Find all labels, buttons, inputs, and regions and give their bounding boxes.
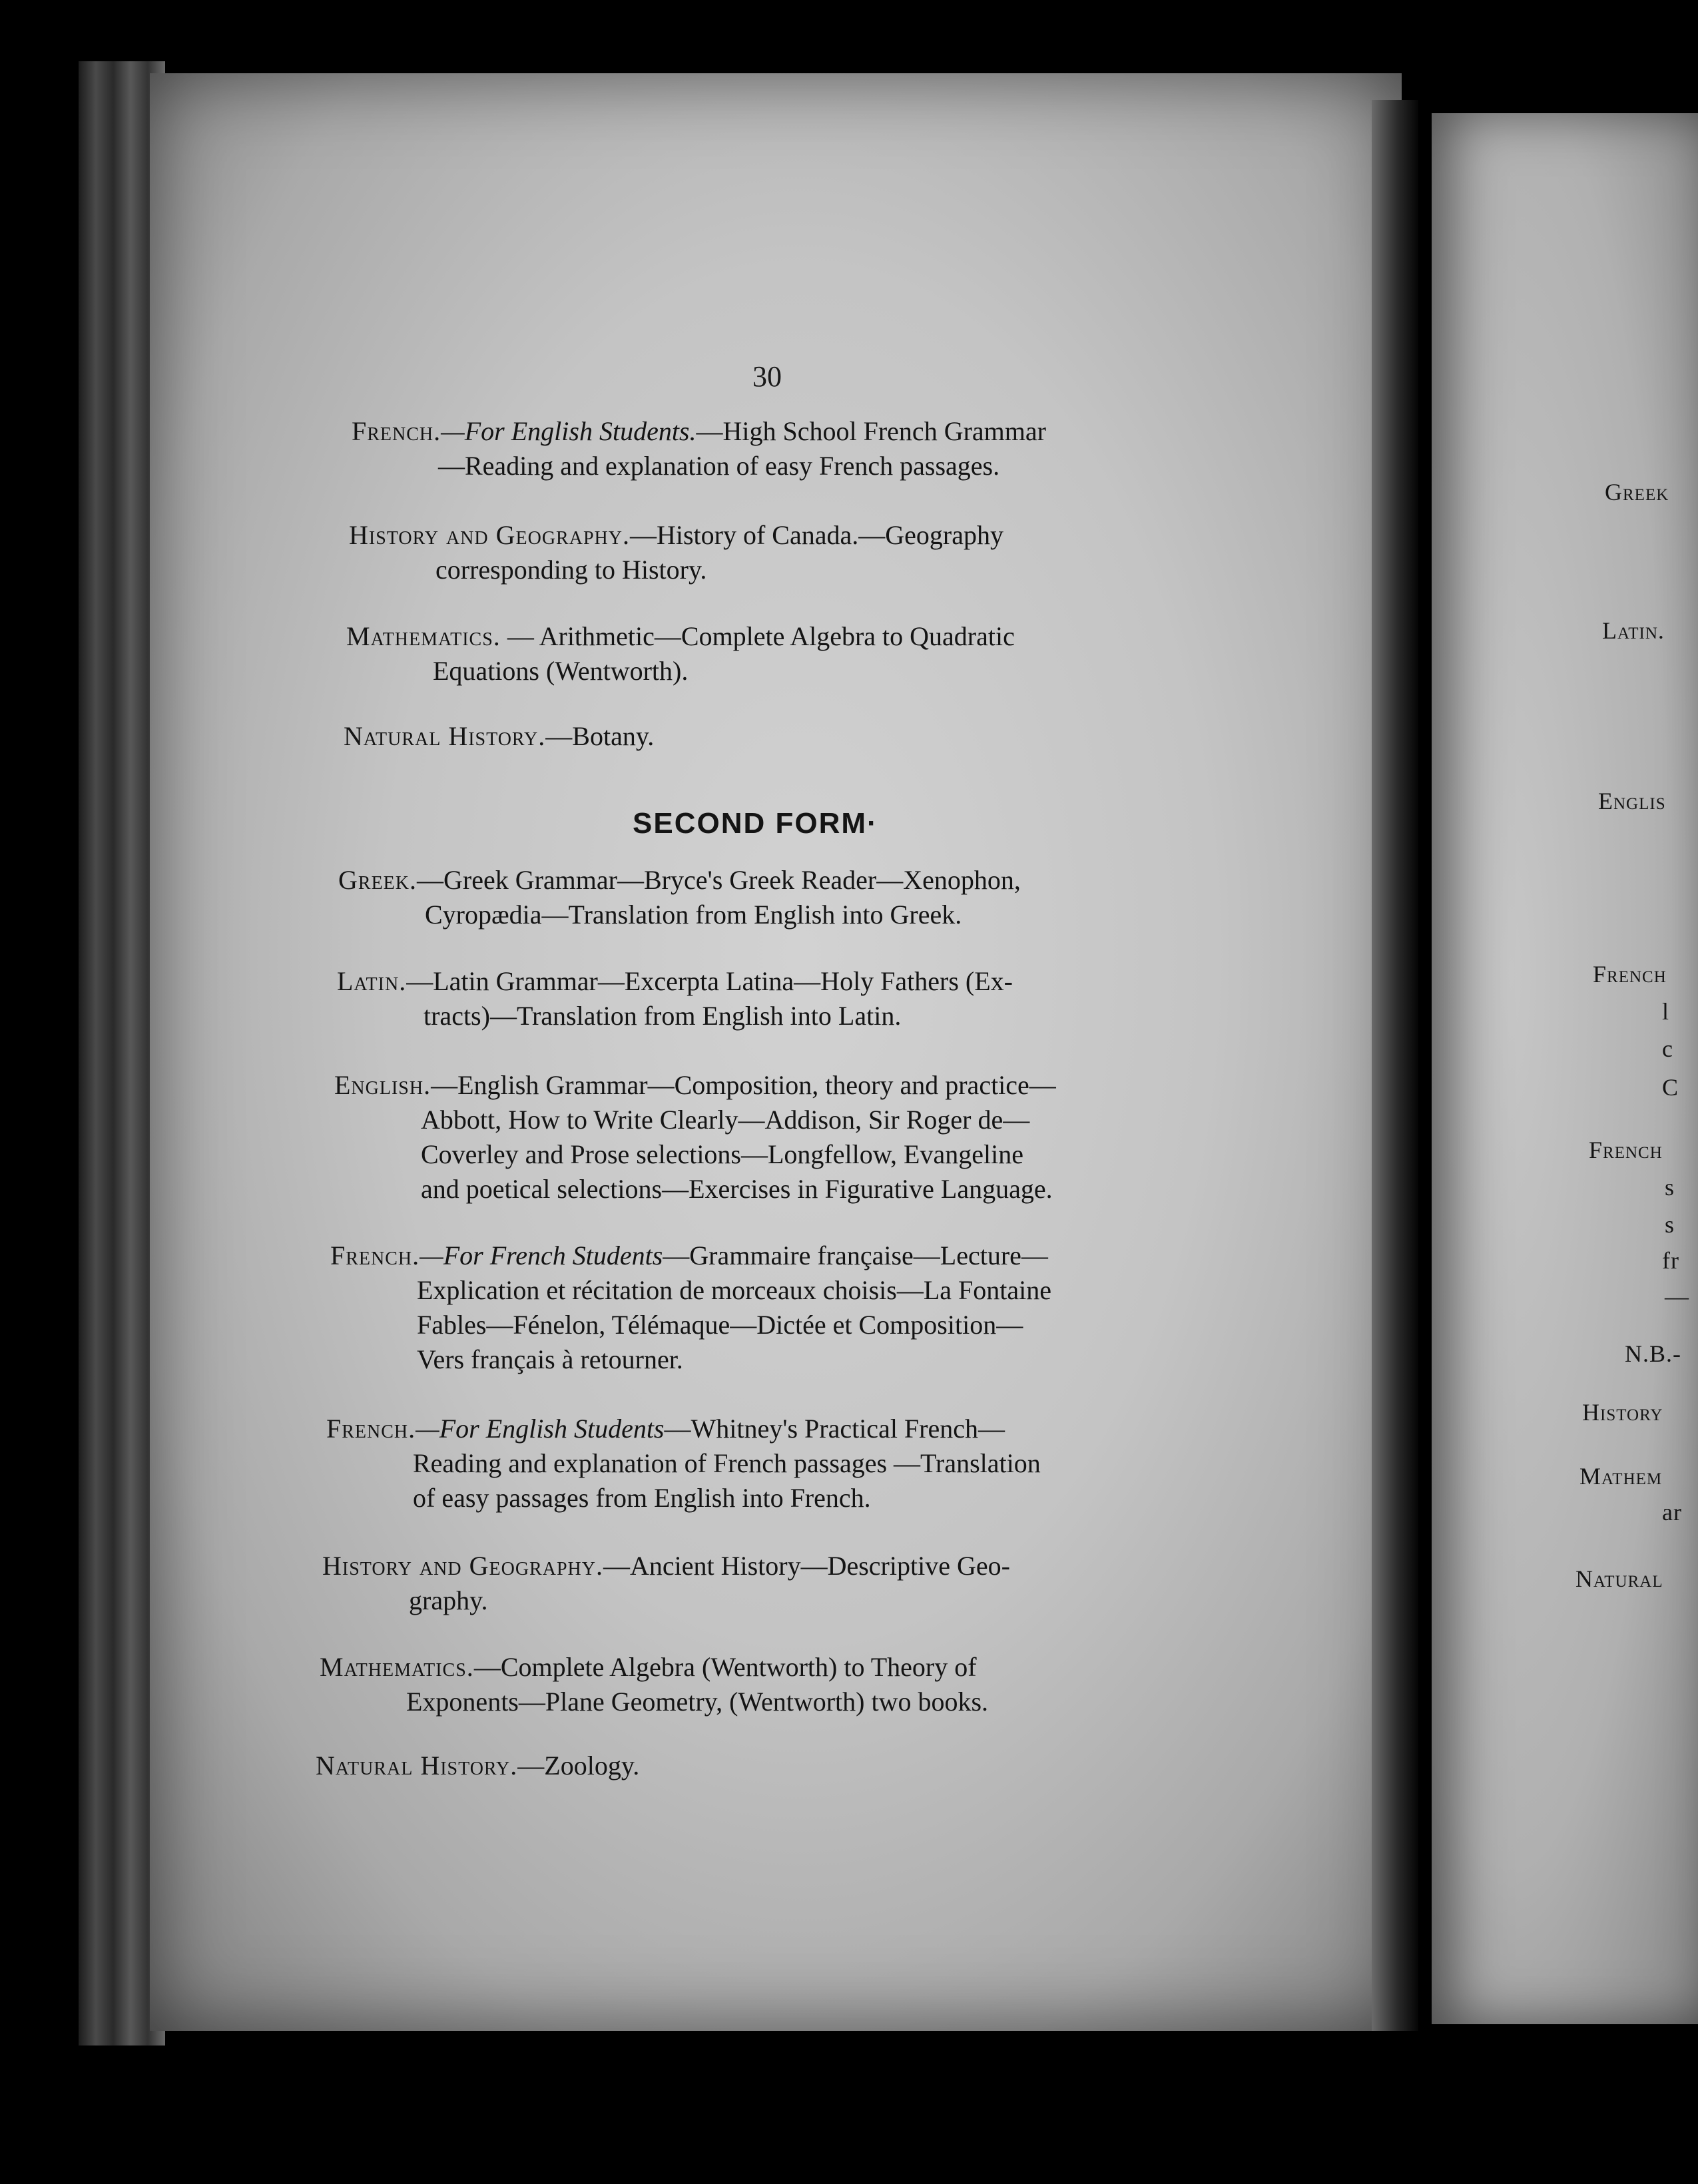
entry-text: —Latin Grammar—Excerpta Latina—Holy Fathers (Ex- bbox=[406, 966, 1013, 996]
entry-continuation: Fables—Fénelon, Télémaque—Dictée et Composition— bbox=[417, 1310, 1023, 1340]
right-page-fragment: N.B.- bbox=[1625, 1340, 1681, 1367]
right-page-fragment: ar bbox=[1662, 1499, 1682, 1525]
page-number: 30 bbox=[752, 360, 782, 393]
right-page-fragment: Natural bbox=[1575, 1565, 1663, 1592]
right-page-fragment: Latin. bbox=[1602, 617, 1665, 644]
book-gutter bbox=[1372, 100, 1418, 2031]
entry-text: —History of Canada.—Geography bbox=[629, 520, 1003, 550]
entry-continuation: Cyropædia—Translation from English into Greek. bbox=[425, 900, 962, 930]
entry-continuation: Equations (Wentworth). bbox=[433, 656, 689, 686]
entry-continuation: Abbott, How to Write Clearly—Addison, Sir Roger de— bbox=[421, 1105, 1030, 1135]
entry-continuation: Exponents—Plane Geometry, (Wentworth) two books. bbox=[406, 1687, 989, 1717]
entry-mathematics-2 bbox=[320, 1650, 1172, 1719]
entry-continuation: Explication et récitation de morceaux choisis—La Fontaine bbox=[417, 1275, 1052, 1305]
entry-heading: History and Geography. bbox=[322, 1551, 603, 1581]
entry-text: —Ancient History—Descriptive Geo- bbox=[603, 1551, 1010, 1581]
right-page-fragment: History bbox=[1582, 1399, 1663, 1426]
entry-heading: Mathematics. bbox=[320, 1652, 474, 1682]
right-page-fragment: — bbox=[1665, 1283, 1689, 1310]
entry-continuation: tracts)—Translation from English into Latin. bbox=[424, 1001, 902, 1031]
entry-heading: Greek. bbox=[338, 865, 417, 895]
entry-history-geography bbox=[349, 518, 1201, 587]
right-page-fragment: Mathem bbox=[1579, 1463, 1663, 1490]
entry-text: —Greek Grammar—Bryce's Greek Reader—Xenophon, bbox=[417, 865, 1021, 895]
section-title: SECOND FORM· bbox=[633, 807, 878, 840]
right-page-fragment: s bbox=[1665, 1174, 1675, 1201]
entry-continuation: of easy passages from English into French. bbox=[413, 1483, 871, 1513]
entry-french-english bbox=[352, 414, 1204, 483]
entry-text: — Arithmetic—Complete Algebra to Quadratic bbox=[500, 621, 1015, 651]
entry-french-english-2 bbox=[326, 1412, 1179, 1515]
entry-heading: Natural History. bbox=[316, 1751, 518, 1780]
entry-latin bbox=[337, 964, 1189, 1033]
right-page bbox=[1432, 113, 1698, 2024]
entry-heading: French. bbox=[352, 416, 441, 446]
entry-text: —Botany. bbox=[545, 721, 655, 751]
entry-english bbox=[334, 1068, 1187, 1207]
entry-heading: Natural History. bbox=[344, 721, 546, 751]
right-page-fragment: fr bbox=[1662, 1247, 1679, 1274]
right-page-fragment: C bbox=[1662, 1074, 1679, 1101]
entry-french-french bbox=[330, 1238, 1183, 1377]
entry-text: —High School French Grammar bbox=[696, 416, 1046, 446]
right-page-fragment: French bbox=[1589, 1137, 1663, 1163]
entry-continuation: corresponding to History. bbox=[435, 555, 707, 585]
entry-text: —Whitney's Practical French— bbox=[664, 1414, 1005, 1444]
entry-text: —Grammaire française—Lecture— bbox=[663, 1240, 1048, 1270]
entry-continuation: Vers français à retourner. bbox=[417, 1344, 683, 1374]
right-page-fragment: c bbox=[1662, 1035, 1673, 1062]
entry-continuation: —Reading and explanation of easy French passages. bbox=[438, 451, 1000, 481]
right-page-fragment: Englis bbox=[1598, 788, 1666, 814]
entry-continuation: and poetical selections—Exercises in Figurative Language. bbox=[421, 1174, 1053, 1204]
right-page-fragment: Greek bbox=[1605, 479, 1669, 505]
entry-heading: History and Geography. bbox=[349, 520, 630, 550]
entry-history-geography-2 bbox=[322, 1549, 1175, 1618]
entry-text: —English Grammar—Composition, theory and practice— bbox=[431, 1070, 1056, 1100]
entry-text: —Zoology. bbox=[517, 1751, 640, 1780]
entry-mathematics bbox=[346, 619, 1199, 688]
entry-heading: French. bbox=[330, 1240, 420, 1270]
entry-italic: —For French Students bbox=[420, 1240, 663, 1270]
entry-greek bbox=[338, 863, 1191, 932]
entry-continuation: Reading and explanation of French passages —Translation bbox=[413, 1448, 1041, 1478]
entry-heading: Mathematics. bbox=[346, 621, 501, 651]
right-page-fragment: l bbox=[1662, 998, 1670, 1025]
entry-continuation: Coverley and Prose selections—Longfellow, Evangeline bbox=[421, 1139, 1023, 1169]
right-page-fragment: s bbox=[1665, 1211, 1675, 1238]
entry-italic: —For English Students bbox=[416, 1414, 665, 1444]
entry-continuation: graphy. bbox=[409, 1585, 488, 1615]
entry-text: —Complete Algebra (Wentworth) to Theory of bbox=[473, 1652, 977, 1682]
entry-heading: Latin. bbox=[337, 966, 407, 996]
entry-natural-history-2 bbox=[316, 1749, 1168, 1783]
entry-heading: French. bbox=[326, 1414, 416, 1444]
entry-natural-history bbox=[344, 719, 1196, 754]
entry-heading: English. bbox=[334, 1070, 431, 1100]
right-page-fragment: French bbox=[1593, 961, 1667, 987]
entry-italic: —For English Students. bbox=[441, 416, 697, 446]
